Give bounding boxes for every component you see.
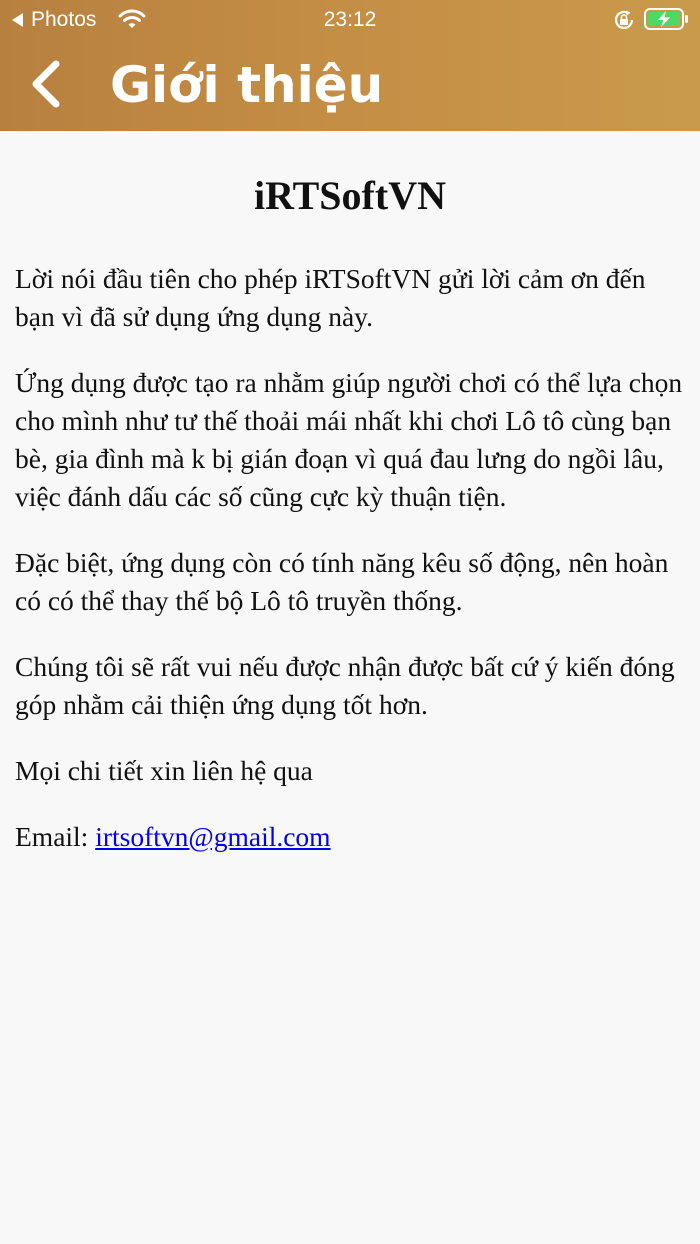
- paragraph-feedback: Chúng tôi sẽ rất vui nếu được nhận được bất cứ ý kiến đóng góp nhằm cải thiện ứng dụng tốt hơn.: [15, 651, 675, 720]
- status-time: 23:12: [323, 8, 377, 31]
- email-link[interactable]: irtsoftvn@gmail.com: [95, 821, 331, 852]
- paragraph-purpose: Ứng dụng được tạo ra nhằm giúp người chơi có thể lựa chọn cho mình như tư thế thoải mái nhất khi chơi Lô tô cùng bạn bè, gia đình mà k bị gián đoạn vì quá đau lưng do ngồi lâu, việc đánh dấu các số cũng cực kỳ thuận tiện.: [15, 367, 683, 512]
- status-back-label: Photos: [31, 8, 97, 31]
- back-button[interactable]: [20, 54, 74, 114]
- paragraph-intro: Lời nói đầu tiên cho phép iRTSoftVN gửi lời cảm ơn đến bạn vì đã sử dụng ứng dụng này.: [15, 263, 646, 332]
- about-content: [15, 170, 685, 856]
- lock-rotation-icon: [612, 8, 636, 32]
- battery-charging-icon: [644, 8, 690, 30]
- content-title: iRTSoftVN: [254, 173, 446, 218]
- nav-bar: [0, 40, 700, 131]
- paragraph-contact: Mọi chi tiết xin liên hệ qua: [15, 755, 313, 786]
- status-bar: [0, 0, 700, 40]
- email-label: Email:: [15, 821, 96, 852]
- page-title: Giới thiệu: [110, 56, 384, 114]
- email-line: [15, 818, 685, 856]
- chevron-left-icon: [20, 54, 74, 114]
- paragraph-feature: Đặc biệt, ứng dụng còn có tính năng kêu số động, nên hoàn có có thể thay thế bộ Lô tô truyền thống.: [15, 547, 669, 616]
- app-header: [0, 0, 700, 131]
